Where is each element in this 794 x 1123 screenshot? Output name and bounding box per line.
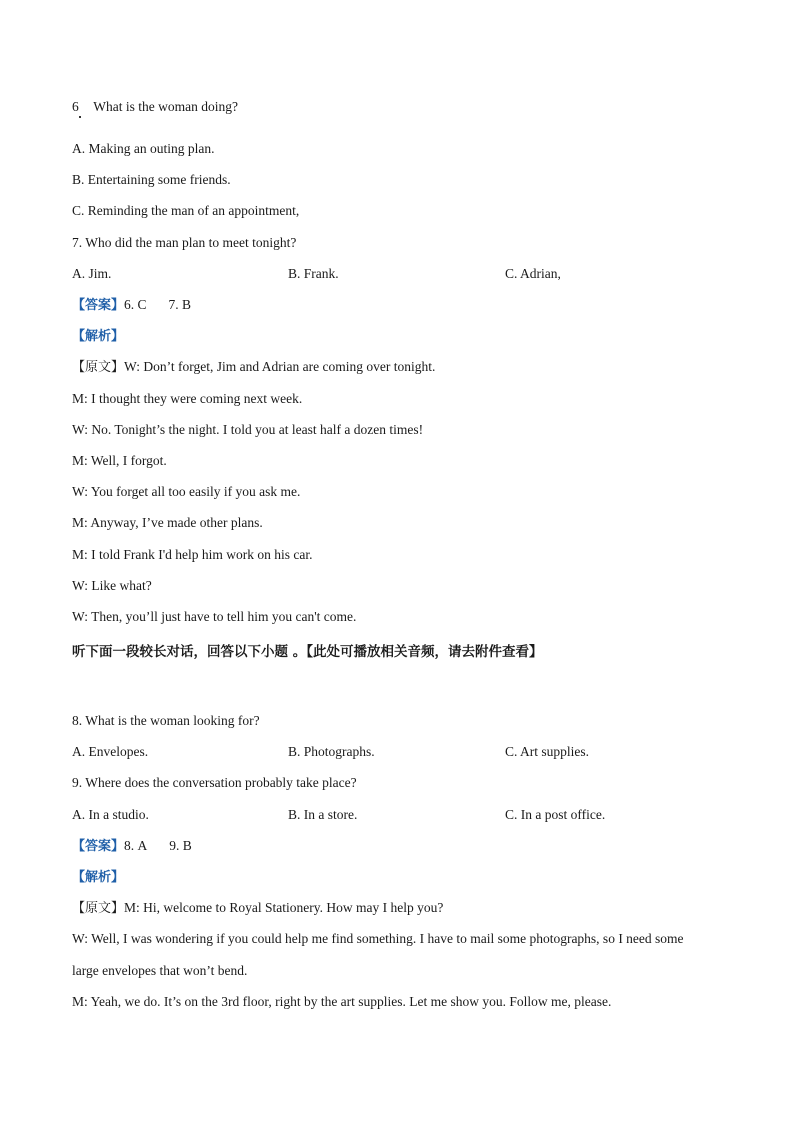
answer-row-1 bbox=[72, 297, 191, 314]
transcript-1-line-7: W: Like what? bbox=[72, 578, 152, 593]
question-6-number: 6 bbox=[72, 99, 79, 114]
analysis-row-1 bbox=[72, 328, 124, 345]
q6-option-a: A. Making an outing plan. bbox=[72, 141, 215, 156]
transcript-tag: 【原文】 bbox=[72, 360, 125, 375]
question-7: 7. Who did the man plan to meet tonight? bbox=[72, 235, 297, 250]
answer-6: 6. C bbox=[124, 297, 147, 312]
transcript-2-line-0 bbox=[72, 900, 443, 917]
transcript-1-line-5: M: Anyway, I’ve made other plans. bbox=[72, 515, 263, 530]
section-heading: 听下面一段较长对话，回答以下小题 。【此处可播放相关音频，请去附件查看】 bbox=[72, 644, 543, 660]
analysis-tag: 【解析】 bbox=[72, 870, 125, 885]
q6-option-b: B. Entertaining some friends. bbox=[72, 172, 231, 187]
question-9: 9. Where does the conversation probably take place? bbox=[72, 775, 357, 790]
answer-row-2 bbox=[72, 838, 192, 855]
q8-option-c: C. Art supplies. bbox=[505, 744, 590, 759]
transcript-1-line-2: W: No. Tonight’s the night. I told you at least half a dozen times! bbox=[72, 422, 424, 437]
transcript-line: W: Don’t forget, Jim and Adrian are coming over tonight. bbox=[124, 359, 436, 374]
q9-option-c: C. In a post office. bbox=[505, 807, 606, 822]
transcript-1-line-8: W: Then, you’ll just have to tell him you can't come. bbox=[72, 609, 357, 624]
transcript-1-line-4: W: You forget all too easily if you ask me. bbox=[72, 484, 301, 499]
list-dot-mark bbox=[79, 116, 81, 118]
transcript-2-line-1: W: Well, I was wondering if you could help me find something. I have to mail some photographs, so I need some bbox=[72, 931, 684, 946]
q9-option-a: A. In a studio. bbox=[72, 807, 149, 822]
analysis-tag: 【解析】 bbox=[72, 329, 125, 344]
q7-option-c: C. Adrian, bbox=[505, 266, 561, 281]
answer-tag: 【答案】 bbox=[72, 839, 125, 854]
transcript-1-line-1: M: I thought they were coming next week. bbox=[72, 391, 303, 406]
question-6 bbox=[72, 99, 238, 115]
answer-tag: 【答案】 bbox=[72, 298, 125, 313]
transcript-1-line-6: M: I told Frank I'd help him work on his car. bbox=[72, 547, 313, 562]
q8-option-b: B. Photographs. bbox=[288, 744, 375, 759]
answer-9: 9. B bbox=[169, 838, 192, 853]
analysis-row-2 bbox=[72, 869, 124, 886]
transcript-1-line-0 bbox=[72, 359, 435, 376]
transcript-2-line-3: M: Yeah, we do. It’s on the 3rd floor, right by the art supplies. Let me show you. Follow me, please. bbox=[72, 994, 612, 1009]
q7-option-a: A. Jim. bbox=[72, 266, 112, 281]
q6-option-c: C. Reminding the man of an appointment, bbox=[72, 203, 300, 218]
question-6-text: What is the woman doing? bbox=[93, 99, 238, 114]
transcript-line: M: Hi, welcome to Royal Stationery. How may I help you? bbox=[124, 900, 444, 915]
transcript-tag: 【原文】 bbox=[72, 901, 125, 916]
q7-option-b: B. Frank. bbox=[288, 266, 339, 281]
question-8: 8. What is the woman looking for? bbox=[72, 713, 260, 728]
answer-8: 8. A bbox=[124, 838, 148, 853]
transcript-1-line-3: M: Well, I forgot. bbox=[72, 453, 167, 468]
q8-option-a: A. Envelopes. bbox=[72, 744, 149, 759]
transcript-2-line-2: large envelopes that won’t bend. bbox=[72, 963, 248, 978]
answer-7: 7. B bbox=[168, 297, 192, 312]
q9-option-b: B. In a store. bbox=[288, 807, 358, 822]
